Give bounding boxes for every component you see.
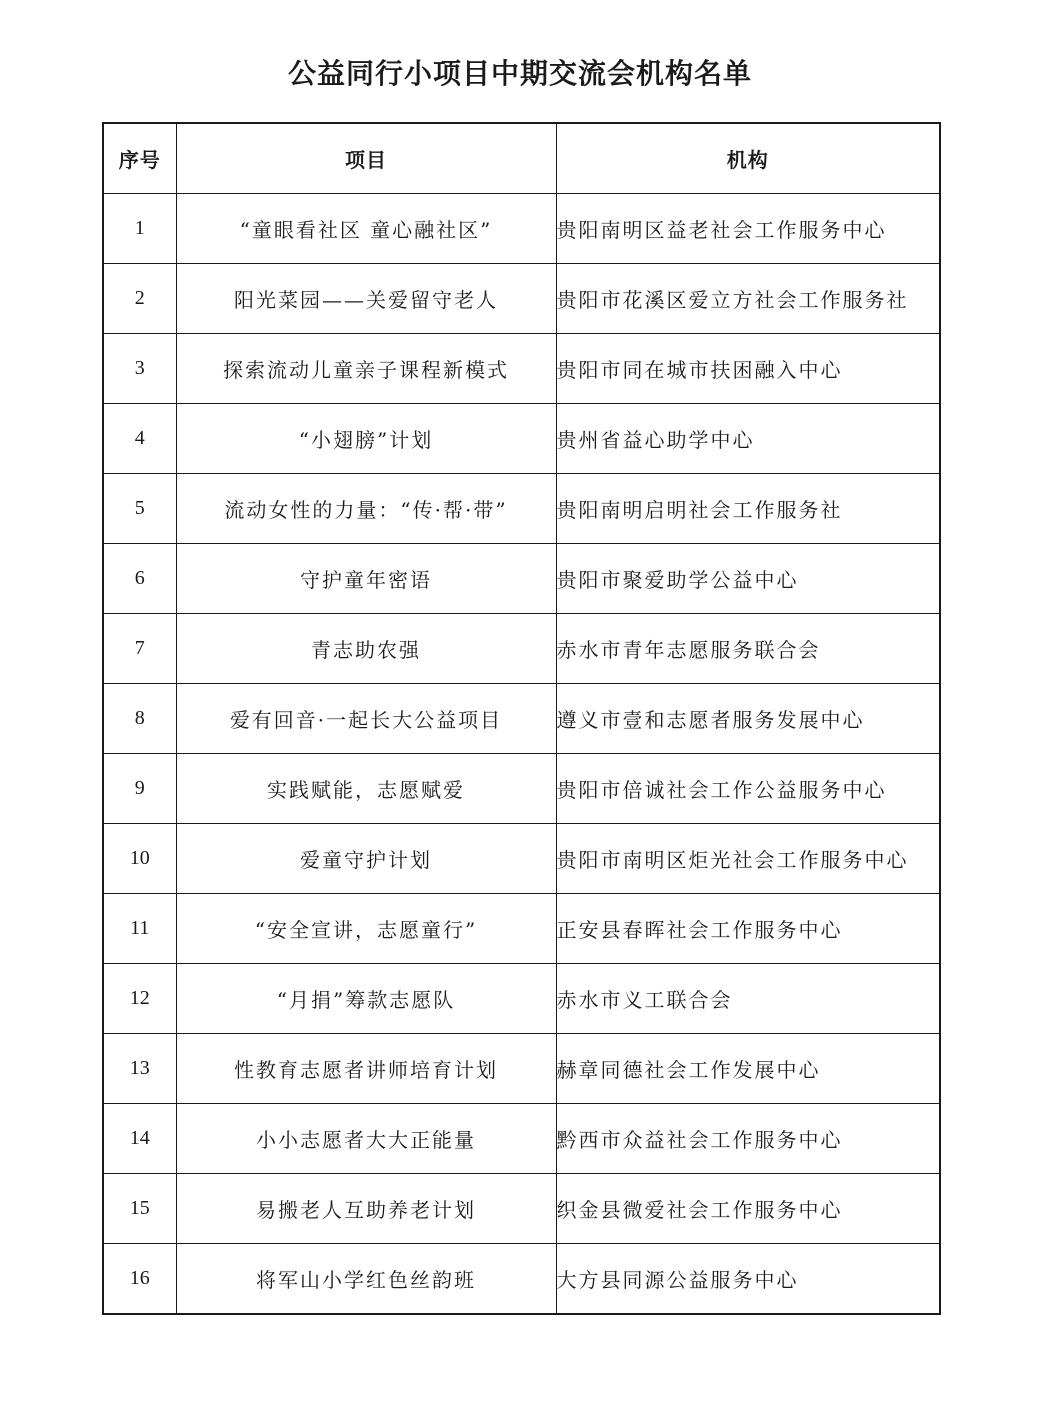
table-row (103, 404, 940, 474)
row-project: 小小志愿者大大正能量 (176, 1104, 556, 1174)
row-index: 14 (103, 1104, 176, 1174)
table-row (103, 264, 940, 334)
row-project: “安全宣讲，志愿童行” (176, 894, 556, 964)
row-index: 6 (103, 544, 176, 614)
row-project: 爱有回音·一起长大公益项目 (176, 684, 556, 754)
row-project: 性教育志愿者讲师培育计划 (176, 1034, 556, 1104)
organization-table (102, 122, 941, 1315)
row-project: 探索流动儿童亲子课程新模式 (176, 334, 556, 404)
row-index: 9 (103, 754, 176, 824)
row-project: 守护童年密语 (176, 544, 556, 614)
row-organization: 贵阳南明区益老社会工作服务中心 (556, 194, 940, 264)
row-organization: 大方县同源公益服务中心 (556, 1244, 940, 1315)
table-row (103, 194, 940, 264)
header-organization: 机构 (556, 123, 940, 194)
row-organization: 黔西市众益社会工作服务中心 (556, 1104, 940, 1174)
table-row (103, 1174, 940, 1244)
row-project: 阳光菜园——关爱留守老人 (176, 264, 556, 334)
row-project: 易搬老人互助养老计划 (176, 1174, 556, 1244)
row-project: 实践赋能，志愿赋爱 (176, 754, 556, 824)
row-organization: 贵阳市南明区炬光社会工作服务中心 (556, 824, 940, 894)
row-index: 10 (103, 824, 176, 894)
table-row (103, 684, 940, 754)
table-row (103, 544, 940, 614)
row-project: “小翅膀”计划 (176, 404, 556, 474)
row-project: 流动女性的力量：“传·帮·带” (176, 474, 556, 544)
row-organization: 赫章同德社会工作发展中心 (556, 1034, 940, 1104)
row-organization: 贵阳市同在城市扶困融入中心 (556, 334, 940, 404)
table-row (103, 964, 940, 1034)
row-index: 8 (103, 684, 176, 754)
row-organization: 遵义市壹和志愿者服务发展中心 (556, 684, 940, 754)
page-title: 公益同行小项目中期交流会机构名单 (287, 57, 752, 90)
row-index: 12 (103, 964, 176, 1034)
table-row (103, 1034, 940, 1104)
row-organization: 正安县春晖社会工作服务中心 (556, 894, 940, 964)
row-project: 青志助农强 (176, 614, 556, 684)
row-index: 5 (103, 474, 176, 544)
row-organization: 贵州省益心助学中心 (556, 404, 940, 474)
header-index: 序号 (103, 123, 176, 194)
row-index: 7 (103, 614, 176, 684)
table-header-row (103, 123, 940, 194)
row-organization: 贵阳市聚爱助学公益中心 (556, 544, 940, 614)
row-project: 将军山小学红色丝韵班 (176, 1244, 556, 1315)
table-row (103, 754, 940, 824)
row-index: 16 (103, 1244, 176, 1315)
row-index: 15 (103, 1174, 176, 1244)
table-row (103, 1104, 940, 1174)
table-row (103, 824, 940, 894)
row-project: 爱童守护计划 (176, 824, 556, 894)
table-row (103, 614, 940, 684)
row-organization: 赤水市义工联合会 (556, 964, 940, 1034)
row-index: 1 (103, 194, 176, 264)
row-index: 2 (103, 264, 176, 334)
table-row (103, 894, 940, 964)
row-organization: 织金县微爱社会工作服务中心 (556, 1174, 940, 1244)
header-project: 项目 (176, 123, 556, 194)
row-organization: 贵阳南明启明社会工作服务社 (556, 474, 940, 544)
table-row (103, 334, 940, 404)
row-index: 3 (103, 334, 176, 404)
row-organization: 贵阳市倍诚社会工作公益服务中心 (556, 754, 940, 824)
row-index: 11 (103, 894, 176, 964)
row-project: “月捐”筹款志愿队 (176, 964, 556, 1034)
row-organization: 贵阳市花溪区爱立方社会工作服务社 (556, 264, 940, 334)
table-row (103, 474, 940, 544)
row-organization: 赤水市青年志愿服务联合会 (556, 614, 940, 684)
row-project: “童眼看社区 童心融社区” (176, 194, 556, 264)
table-row (103, 1244, 940, 1315)
row-index: 4 (103, 404, 176, 474)
row-index: 13 (103, 1034, 176, 1104)
